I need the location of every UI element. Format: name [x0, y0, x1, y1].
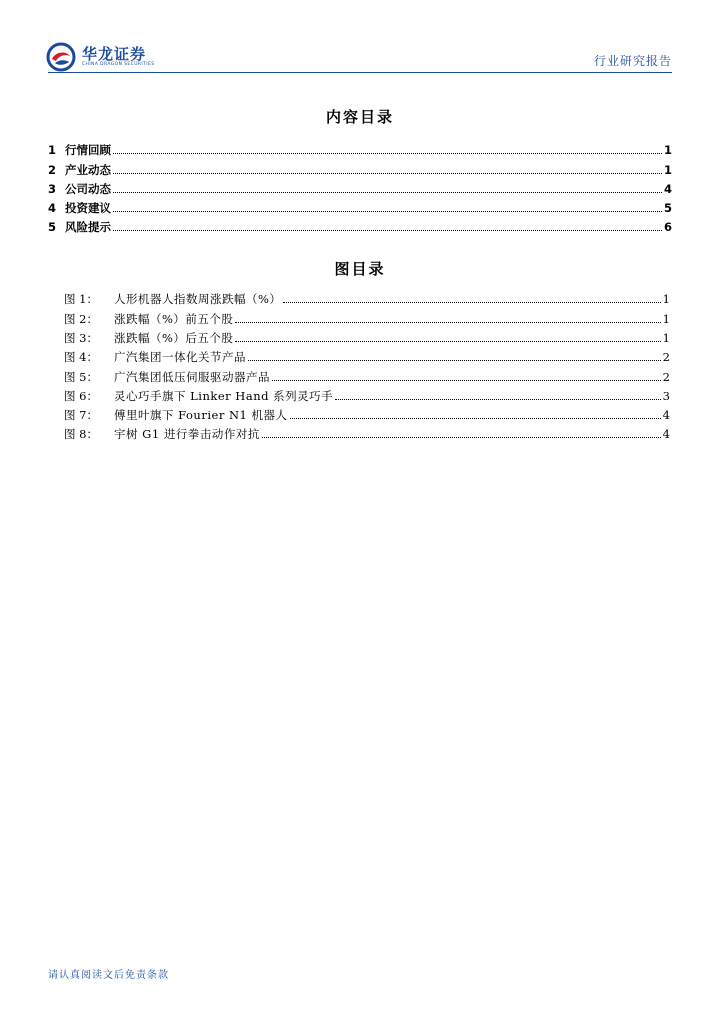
figure-entry-page: 1	[662, 331, 670, 345]
figure-entry-title: 广汽集团低压伺服驱动器产品	[114, 370, 270, 384]
toc-entry-number: 4	[48, 201, 57, 215]
figure-entry-label: 图 5：	[64, 370, 98, 384]
toc-entry-page: 6	[663, 220, 672, 234]
dragon-logo-icon	[46, 42, 76, 72]
figure-entry-title: 宇树 G1 进行拳击动作对抗	[114, 427, 260, 441]
figure-entry-title: 傅里叶旗下 Fourier N1 机器人	[114, 408, 288, 422]
toc-entry[interactable]	[48, 200, 672, 216]
toc-entry-title: 行情回顾	[65, 143, 111, 157]
dot-leader	[113, 153, 662, 154]
toc-entry-page: 4	[663, 182, 672, 196]
dot-leader	[335, 399, 661, 400]
dot-leader	[272, 380, 661, 381]
toc-entry[interactable]	[48, 219, 672, 235]
figure-entry[interactable]	[64, 330, 670, 346]
figure-entry-title: 广汽集团一体化关节产品	[114, 350, 246, 364]
toc-entry-title: 产业动态	[65, 163, 111, 177]
figure-entry-label: 图 3：	[64, 331, 98, 345]
dot-leader	[113, 230, 662, 231]
figure-entry-label: 图 1：	[64, 292, 98, 306]
figure-entry[interactable]	[64, 291, 670, 307]
toc-entry-number: 5	[48, 220, 57, 234]
figure-entry[interactable]	[64, 388, 670, 404]
company-name-en: CHINA DRAGON SECURITIES	[82, 62, 155, 67]
dot-leader	[113, 192, 662, 193]
figure-entry-page: 1	[662, 312, 670, 326]
dot-leader	[113, 211, 662, 212]
figure-entry[interactable]	[64, 426, 670, 442]
figure-entry-title: 灵心巧手旗下 Linker Hand 系列灵巧手	[114, 389, 334, 403]
dot-leader	[290, 418, 661, 419]
figure-entry-page: 3	[662, 389, 670, 403]
toc-heading: 内容目录	[325, 108, 394, 126]
figure-entry-label: 图 7：	[64, 408, 98, 422]
toc-entry-title: 风险提示	[65, 220, 111, 234]
toc-entry[interactable]	[48, 162, 672, 178]
figure-entry[interactable]	[64, 407, 670, 423]
dot-leader	[248, 360, 661, 361]
report-type: 行业研究报告	[593, 54, 672, 68]
figure-entry-page: 1	[662, 292, 670, 306]
disclaimer-note: 请认真阅读文后免责条款	[48, 970, 169, 981]
header-divider	[48, 72, 672, 73]
figure-entry[interactable]	[64, 311, 670, 327]
figure-entry-page: 2	[662, 370, 670, 384]
dot-leader	[235, 322, 660, 323]
figure-entry-label: 图 6：	[64, 389, 98, 403]
figure-entry-title: 涨跌幅（%）后五个股	[114, 331, 234, 345]
figure-entry-label: 图 2：	[64, 312, 98, 326]
dot-leader	[235, 341, 660, 342]
dot-leader	[113, 173, 662, 174]
toc-entry-number: 1	[48, 143, 57, 157]
toc-entry[interactable]	[48, 142, 672, 158]
toc-entry-number: 2	[48, 163, 57, 177]
toc-entry[interactable]	[48, 181, 672, 197]
dot-leader	[283, 302, 660, 303]
figure-entry-page: 4	[662, 427, 670, 441]
toc-entry-page: 5	[663, 201, 672, 215]
figure-entry-page: 4	[662, 408, 670, 422]
figure-entry-page: 2	[662, 350, 670, 364]
dot-leader	[262, 437, 661, 438]
figure-list-heading: 图目录	[334, 260, 386, 278]
company-name-cn: 华龙证券	[82, 45, 147, 63]
figure-entry-label: 图 4：	[64, 350, 98, 364]
toc-entry-title: 投资建议	[65, 201, 111, 215]
figure-entry-title: 涨跌幅（%）前五个股	[114, 312, 234, 326]
company-logo	[46, 42, 186, 72]
toc-entry-title: 公司动态	[65, 182, 111, 196]
figure-entry-label: 图 8：	[64, 427, 98, 441]
figure-entry-title: 人形机器人指数周涨跌幅（%）	[114, 292, 282, 306]
toc-entry-page: 1	[663, 143, 672, 157]
toc-entry-number: 3	[48, 182, 57, 196]
toc-entry-page: 1	[663, 163, 672, 177]
page-header	[46, 40, 672, 72]
figure-entry[interactable]	[64, 349, 670, 365]
figure-entry[interactable]	[64, 369, 670, 385]
